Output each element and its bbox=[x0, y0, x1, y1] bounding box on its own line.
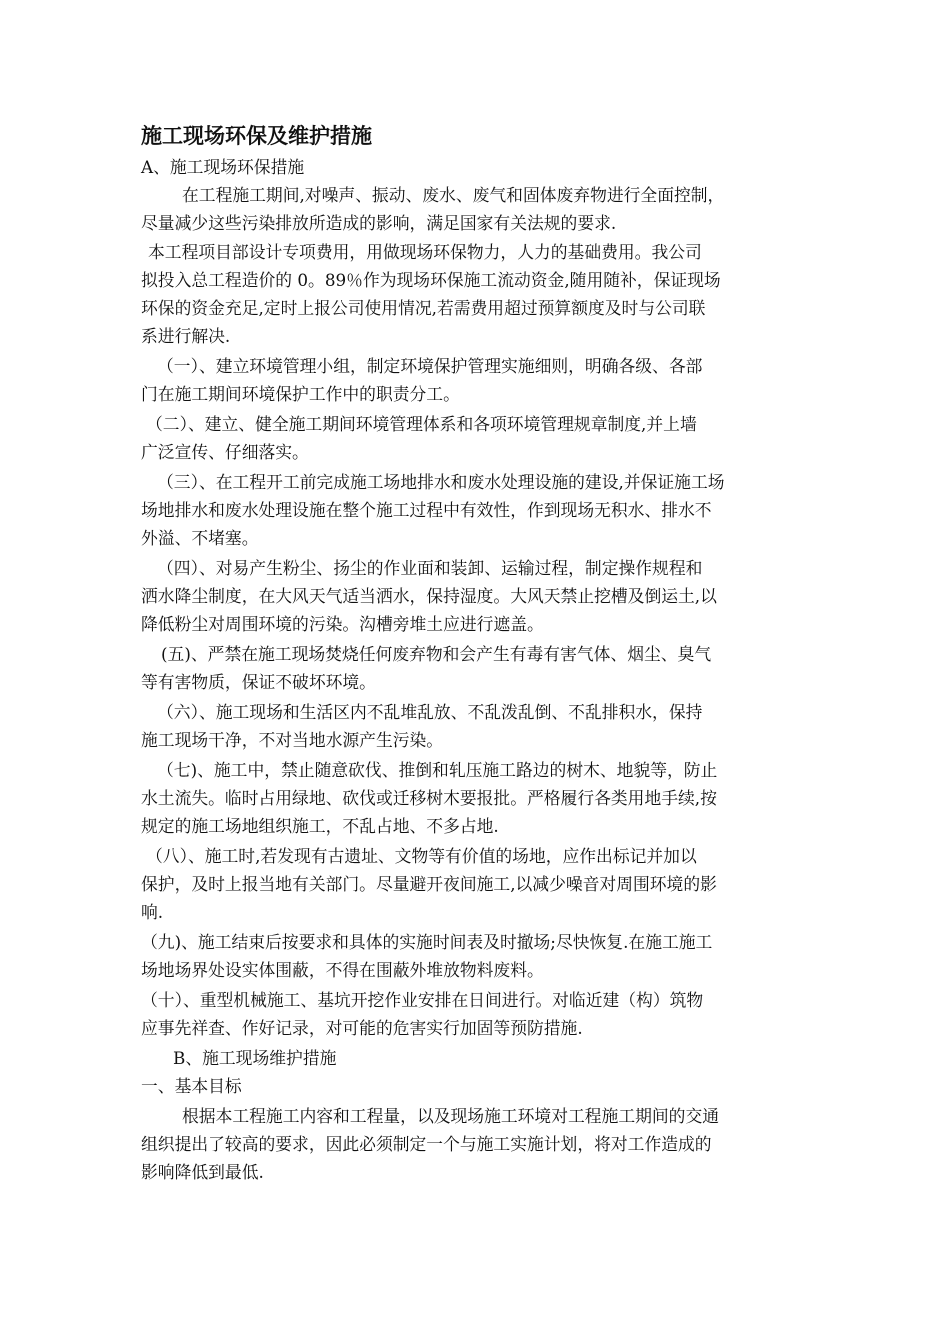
text-line: 水土流失。临时占用绿地、砍伐或迁移树木要报批。严格履行各类用地手续,按 bbox=[141, 788, 717, 808]
text-line: (五)、严禁在施工现场焚烧任何废弃物和会产生有毒有害气体、烟尘、臭气 bbox=[161, 644, 712, 664]
text-line: 等有害物质，保证不破坏环境。 bbox=[141, 672, 376, 692]
text-line: （十）、重型机械施工、基坑开挖作业安排在日间进行。对临近建（构）筑物 bbox=[141, 990, 704, 1010]
text-line: 场地排水和废水处理设施在整个施工过程中有效性，作到现场无积水、排水不 bbox=[141, 500, 712, 520]
section-b-heading: B、施工现场维护措施 bbox=[173, 1048, 337, 1068]
text-line: 拟投入总工程造价的 0。89％作为现场环保施工流动资金,随用随补，保证现场 bbox=[141, 270, 721, 290]
text-line: 环保的资金充足,定时上报公司使用情况,若需费用超过预算额度及时与公司联 bbox=[141, 298, 706, 318]
text-line: 保护，及时上报当地有关部门。尽量避开夜间施工,以减少噪音对周围环境的影 bbox=[141, 874, 717, 894]
document-title: 施工现场环保及维护措施 bbox=[141, 124, 372, 148]
subsection-heading: 一、基本目标 bbox=[141, 1076, 242, 1096]
text-line: （七)、施工中，禁止随意砍伐、推倒和轧压施工路边的树木、地貌等，防止 bbox=[157, 760, 718, 780]
text-line: 门在施工期间环境保护工作中的职责分工。 bbox=[141, 384, 460, 404]
text-line: 规定的施工场地组织施工，不乱占地、不多占地. bbox=[141, 816, 499, 836]
text-line: （二）、建立、健全施工期间环境管理体系和各项环境管理规章制度,并上墙 bbox=[146, 414, 697, 434]
section-a-heading: A、施工现场环保措施 bbox=[141, 157, 305, 177]
text-line: 本工程项目部设计专项费用，用做现场环保物力，人力的基础费用。我公司 bbox=[148, 242, 702, 262]
text-line: （八）、施工时,若发现有古遗址、文物等有价值的场地，应作出标记并加以 bbox=[146, 846, 697, 866]
text-line: （一）、建立环境管理小组，制定环境保护管理实施细则，明确各级、各部 bbox=[157, 356, 703, 376]
text-line: （六）、施工现场和生活区内不乱堆乱放、不乱泼乱倒、不乱排积水，保持 bbox=[157, 702, 703, 722]
text-line: 在工程施工期间,对噪声、振动、废水、废气和固体废弃物进行全面控制， bbox=[182, 185, 725, 205]
text-line: （三）、在工程开工前完成施工场地排水和废水处理设施的建设,并保证施工场 bbox=[157, 472, 725, 492]
text-line: （四）、对易产生粉尘、扬尘的作业面和装卸、运输过程，制定操作规程和 bbox=[157, 558, 703, 578]
text-line: 影响降低到最低. bbox=[141, 1162, 264, 1182]
text-line: 尽量减少这些污染排放所造成的影响，满足国家有关法规的要求. bbox=[141, 213, 617, 233]
text-line: 系进行解决. bbox=[141, 326, 231, 346]
text-line: 组织提出了较高的要求，因此必须制定一个与施工实施计划，将对工作造成的 bbox=[141, 1134, 712, 1154]
text-line: 施工现场干净，不对当地水源产生污染。 bbox=[141, 730, 444, 750]
text-line: 响. bbox=[141, 902, 164, 922]
text-line: 广泛宣传、仔细落实。 bbox=[141, 442, 309, 462]
text-line: 洒水降尘制度，在大风天气适当洒水，保持湿度。大风天禁止挖槽及倒运土,以 bbox=[141, 586, 717, 606]
text-line: 应事先祥查、作好记录，对可能的危害实行加固等预防措施. bbox=[141, 1018, 583, 1038]
text-line: （九)、施工结束后按要求和具体的实施时间表及时撤场;尽快恢复.在施工施工 bbox=[141, 932, 713, 952]
text-line: 外溢、不堵塞。 bbox=[141, 528, 259, 548]
text-line: 场地场界处设实体围蔽，不得在围蔽外堆放物料废料。 bbox=[141, 960, 544, 980]
text-line: 降低粉尘对周围环境的污染。沟槽旁堆土应进行遮盖。 bbox=[141, 614, 544, 634]
text-line: 根据本工程施工内容和工程量，以及现场施工环境对工程施工期间的交通 bbox=[182, 1106, 720, 1126]
